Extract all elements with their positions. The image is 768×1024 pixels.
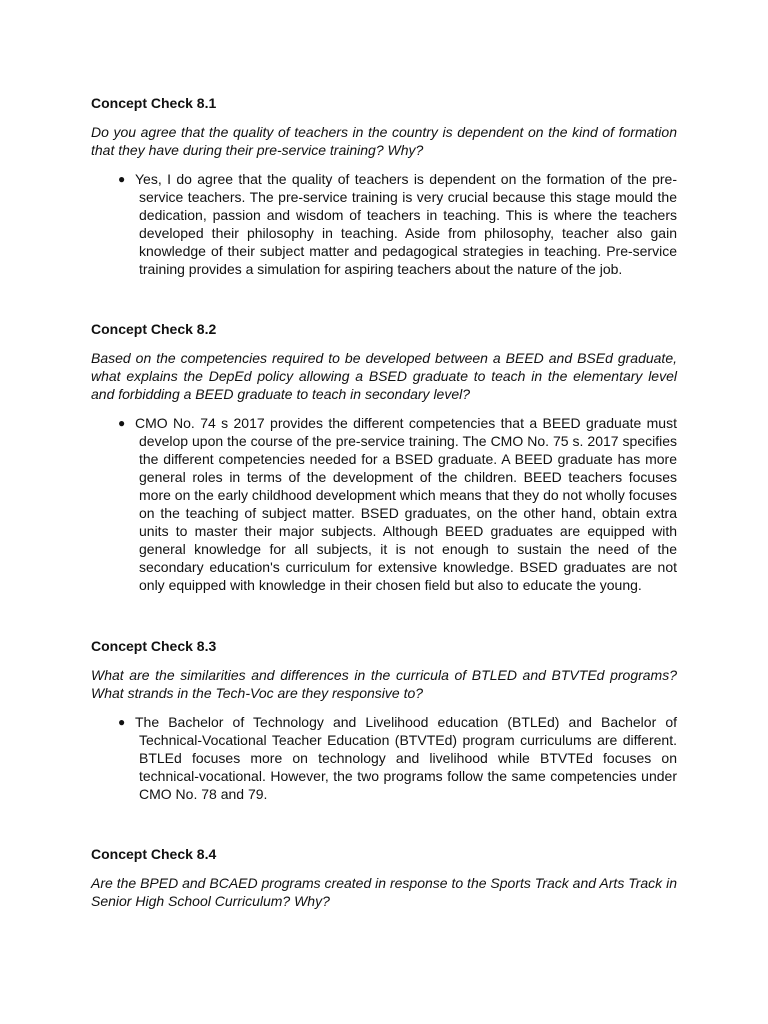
answer-item <box>91 713 677 803</box>
concept-check-8-1 <box>91 94 677 278</box>
bullet-icon: ● <box>118 172 126 186</box>
section-heading: Concept Check 8.4 <box>91 846 217 862</box>
section-heading: Concept Check 8.1 <box>91 95 217 111</box>
concept-check-8-3 <box>91 637 677 803</box>
concept-check-8-2 <box>91 320 677 594</box>
section-question: Do you agree that the quality of teachers in the country is dependent on the kind of formation that they have during their pre-service training? Why? <box>91 124 677 158</box>
answer-item <box>91 414 677 594</box>
answer-list <box>91 414 677 594</box>
answer-text: The Bachelor of Technology and Livelihood education (BTLEd) and Bachelor of Technical-Vocational Teacher Education (BTVTEd) program curriculums are different. BTLEd focuses more on technology and livelihood while BTVTEd focuses on technical-vocational. However, the two programs follow the same competencies under CMO No. 78 and 79. <box>135 714 677 802</box>
section-question: What are the similarities and differences in the curricula of BTLED and BTVTEd programs? What strands in the Tech-Voc are they responsive to? <box>91 667 677 701</box>
answer-list <box>91 170 677 278</box>
section-question: Are the BPED and BCAED programs created in response to the Sports Track and Arts Track in Senior High School Curriculum? Why? <box>91 875 677 909</box>
answer-text: CMO No. 74 s 2017 provides the different competencies that a BEED graduate must develop upon the course of the pre-service training. The CMO No. 75 s. 2017 specifies the different competencies needed for a BSED graduate. A BEED graduate has more general roles in terms of the development of the children. BEED teachers focuses more on the early childhood development which means that they do not wholly focuses on the teaching of subject matter. BSED graduates, on the other hand, obtain extra units to master their major subjects. Although BEED graduates are equipped with general knowledge for all subjects, it is not enough to sustain the need of the secondary education's curriculum for extensive knowledge. BSED graduates are not only equipped with knowledge in their chosen field but also to educate the young. <box>135 415 677 593</box>
section-heading: Concept Check 8.3 <box>91 638 217 654</box>
concept-check-8-4 <box>91 845 677 910</box>
answer-text: Yes, I do agree that the quality of teachers is dependent on the formation of the pre-service teachers. The pre-service training is very crucial because this stage mould the dedication, passion and wisdom of teachers in teaching. This is where the teachers developed their philosophy in teaching. Aside from philosophy, teacher also gain knowledge of their subject matter and pedagogical strategies in teaching. Pre-service training provides a simulation for aspiring teachers about the nature of the job. <box>135 171 677 277</box>
bullet-icon: ● <box>118 416 126 430</box>
section-question: Based on the competencies required to be developed between a BEED and BSEd graduate, what explains the DepEd policy allowing a BSED graduate to teach in the elementary level and forbidding a BEED graduate to teach in secondary level? <box>91 350 677 402</box>
bullet-icon: ● <box>118 715 126 729</box>
section-heading: Concept Check 8.2 <box>91 321 217 337</box>
answer-list <box>91 713 677 803</box>
answer-item <box>91 170 677 278</box>
